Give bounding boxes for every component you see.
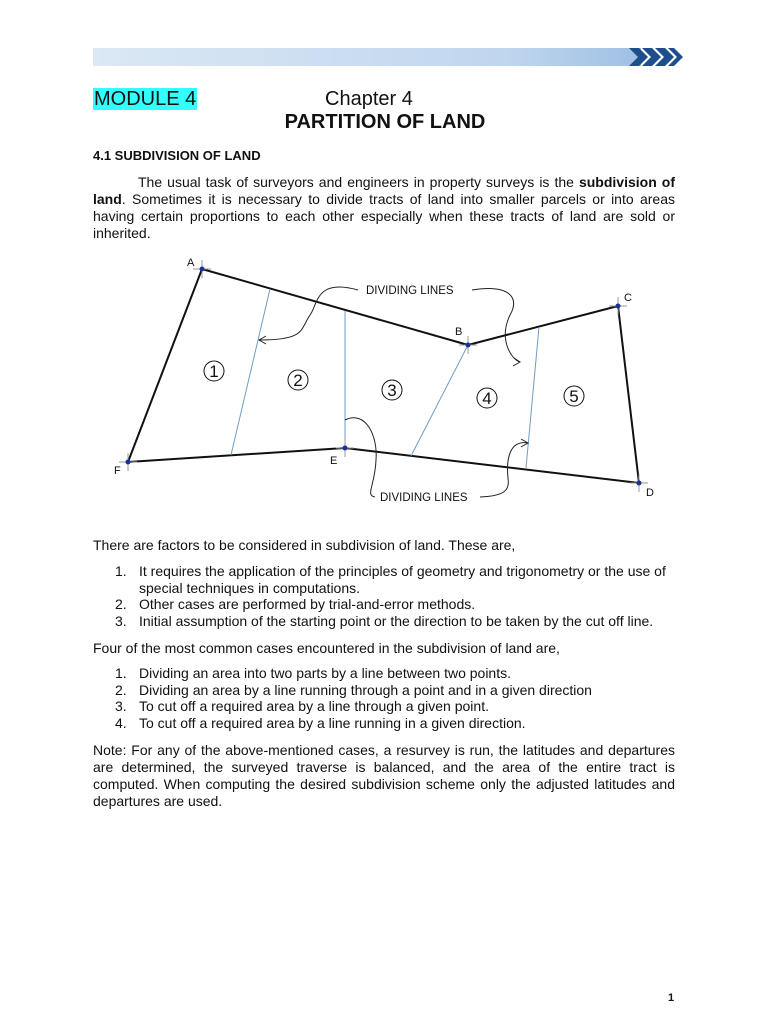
- traverse-boundary: [128, 269, 639, 483]
- point-label-f: F: [114, 465, 121, 477]
- point-label-e: E: [330, 455, 338, 467]
- parcel-dividing-lines: [231, 289, 539, 468]
- bold-term: subdivision of land: [93, 174, 676, 207]
- module-label: MODULE 4: [94, 88, 197, 110]
- factors-list: [93, 563, 675, 629]
- header-banner: [93, 48, 683, 66]
- list-item: 3. Initial assumption of the starting point or the direction to be taken by the cut off line.: [115, 612, 654, 629]
- cases-intro: Four of the most common cases encountered in the subdivision of land are,: [93, 640, 560, 656]
- list-item: 2. Other cases are performed by trial-and-error methods.: [115, 596, 476, 612]
- parcel-5-label: 5: [569, 387, 579, 406]
- list-item: 4. To cut off a required area by a line running in a given direction.: [115, 714, 526, 731]
- parcel-numbers: [204, 361, 584, 408]
- list-item: 2. Dividing an area by a line running through a point and in a given direction: [115, 681, 592, 698]
- section-heading: 4.1 SUBDIVISION OF LAND: [93, 148, 261, 163]
- list-item: 1. Dividing an area into two parts by a line between two points.: [115, 665, 511, 681]
- page-number: 1: [668, 992, 675, 1004]
- point-label-a: A: [187, 257, 195, 269]
- note-paragraph: Note: For any of the above-mentioned cases, a resurvey is run, the latitudes and departures are determined, the surveyed traverse is balanced, and the area of the entire tract is computed. When computing the desired subdivision scheme only the adjusted latitudes and departures are used.: [93, 742, 675, 809]
- point-label-c: C: [624, 292, 632, 304]
- intro-paragraph: The usual task of surveyors and engineers in property surveys is the subdivision of land. Sometimes it is necessary to divide tracts of land into smaller parcels or into areas having certain proportions to each other especially when these tracts of land are sold or inherited.: [93, 174, 676, 241]
- land-subdivision-diagram: [100, 250, 680, 512]
- parcel-3-label: 3: [387, 381, 397, 400]
- parcel-2-label: 2: [293, 371, 303, 390]
- list-item: 3. To cut off a required area by a line through a given point.: [115, 698, 489, 714]
- page-title: PARTITION OF LAND: [284, 111, 486, 133]
- point-label-b: B: [455, 326, 463, 338]
- chapter-label: Chapter 4: [325, 88, 413, 110]
- parcel-4-label: 4: [482, 389, 492, 408]
- parcel-1-label: 1: [209, 362, 219, 381]
- dividing-lines-label-top: DIVIDING LINES: [366, 285, 454, 297]
- list-item: 1. It requires the application of the principles of geometry and trigonometry or the use of special techniques in computations.: [115, 563, 666, 596]
- point-label-d: D: [646, 487, 654, 499]
- cases-list: [93, 665, 675, 731]
- dividing-lines-label-bottom: DIVIDING LINES: [380, 492, 468, 504]
- factors-intro: There are factors to be considered in subdivision of land. These are,: [93, 537, 516, 553]
